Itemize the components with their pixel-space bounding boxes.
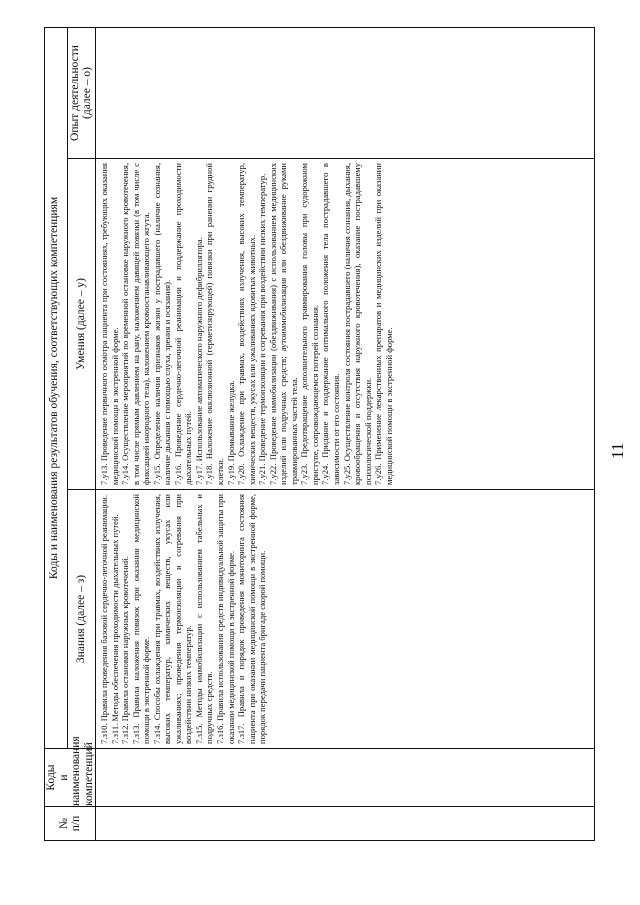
header-results: Коды и наименования результатов обучения, соответствующих компетенциям bbox=[45, 27, 68, 748]
cell-experience bbox=[96, 27, 595, 158]
header-num: № п/п bbox=[45, 807, 96, 841]
skill-item: 7.у17. Использование автоматического наружного дефибриллятора. bbox=[193, 237, 204, 485]
cell-knowledge bbox=[96, 490, 595, 749]
skill-item: 7.у24. Придание и поддержание оптимального положения тела пострадавшего в зависимости от его состояния. bbox=[320, 163, 342, 485]
knowledge-item: 7.з16. Правила использования средств индивидуальной защиты при оказании медицинской помощи в экстренной форме. bbox=[215, 494, 236, 744]
header-codes: Коды и наименования компетенций bbox=[45, 736, 95, 806]
skill-item: 7.у25. Осуществление контроля состояния пострадавшего (наличия сознания, дыхания, кровообращения и отсутствия наружного кровотечения), оказание пострадавшему психологической поддержки. bbox=[341, 163, 373, 485]
knowledge-item: 7.з11. Методы обеспечения проходимости дыхательных путей. bbox=[109, 514, 120, 744]
knowledge-item: 7.з13. Правила наложения повязок при оказании медицинской помощи в экстренной форме. bbox=[130, 494, 152, 744]
knowledge-item: 7.з12. Правила остановки наружных кровотечений. bbox=[120, 556, 131, 744]
skills-list bbox=[96, 159, 396, 489]
skill-item: 7.у26. Применение лекарственных препаратов и медицинских изделий при оказании медицинской помощи в экстренной форме. bbox=[373, 163, 394, 485]
cell-num bbox=[96, 807, 595, 841]
knowledge-list bbox=[96, 490, 270, 748]
skill-item: 7.у19. Промывание желудка. bbox=[225, 380, 236, 485]
skill-item: 7.у21. Проведение термоизоляции и согревания при воздействии низких температур. bbox=[257, 173, 268, 485]
knowledge-item: 7.з14. Способы охлаждения при травмах, воздействиях излучения, высоких температур, химических веществ, укусах или ужаливаниях; проведения термоизоляции и согревания при воздействии низких температур. bbox=[151, 494, 194, 744]
knowledge-item: 7.з17. Правила и порядок проведения мониторинга состояния пациента при оказании медицинской помощи в экстренной форме, порядок передачи пациента бригаде скорой помощи. bbox=[236, 494, 268, 744]
knowledge-item: 7.з15. Методы иммобилизации с использованием табельных и подручных средств. bbox=[193, 494, 215, 744]
skill-item: 7.у16. Проведение сердечно-легочной реанимации и поддержание проходимости дыхательных путей. bbox=[172, 163, 194, 485]
cell-codes bbox=[96, 749, 595, 807]
skill-item: 7.у15. Определение наличия признаков жизни у пострадавшего (наличие сознания, наличие дыхания с помощью слуха, зрения и осязания). bbox=[151, 163, 173, 485]
knowledge-item: 7.з10. Правила проведения базовой сердечно-легочной реанимации. bbox=[99, 494, 109, 744]
skill-item: 7.у18. Наложение окклюзионной (герметизирующей) повязки при ранении грудной клетки. bbox=[204, 163, 226, 485]
skill-item: 7.у13. Проведение первичного осмотра пациента при состояниях, требующих оказания медицинской помощи в экстренной форме. bbox=[99, 163, 120, 485]
header-experience: Опыт деятельности (далее – о) bbox=[67, 27, 95, 158]
skill-item: 7.у14. Осуществление мероприятий по временной остановке наружного кровотечения, в том числе прямым давлением на рану, наложением давящей повязки (в том числе с фиксацией инородного тела), наложением кровоостанавливающего жгута. bbox=[120, 163, 152, 485]
skill-item: 7.у23. Предотвращение дополнительного травмирования головы при судорожном приступе, сопровождающемся потерей сознания. bbox=[299, 163, 320, 485]
header-knowledge: Знания (далее – з) bbox=[67, 490, 95, 749]
skill-item: 7.у20. Охлаждение при травмах, воздействиях излучения, высоких температур, химических веществ, укусах или ужаливаниях ядовитых животных. bbox=[236, 163, 257, 485]
skill-item: 7.у22. Проведение иммобилизации (обездвиживания) с использованием медицинских изделий или подручных средств; аутоиммобилизация или обездвиживание руками травмированных частей тела. bbox=[267, 163, 299, 485]
competency-table bbox=[44, 27, 595, 841]
page-number: 11 bbox=[608, 442, 627, 459]
header-skills: Умения (далее – у) bbox=[67, 159, 95, 490]
cell-skills bbox=[96, 159, 595, 490]
